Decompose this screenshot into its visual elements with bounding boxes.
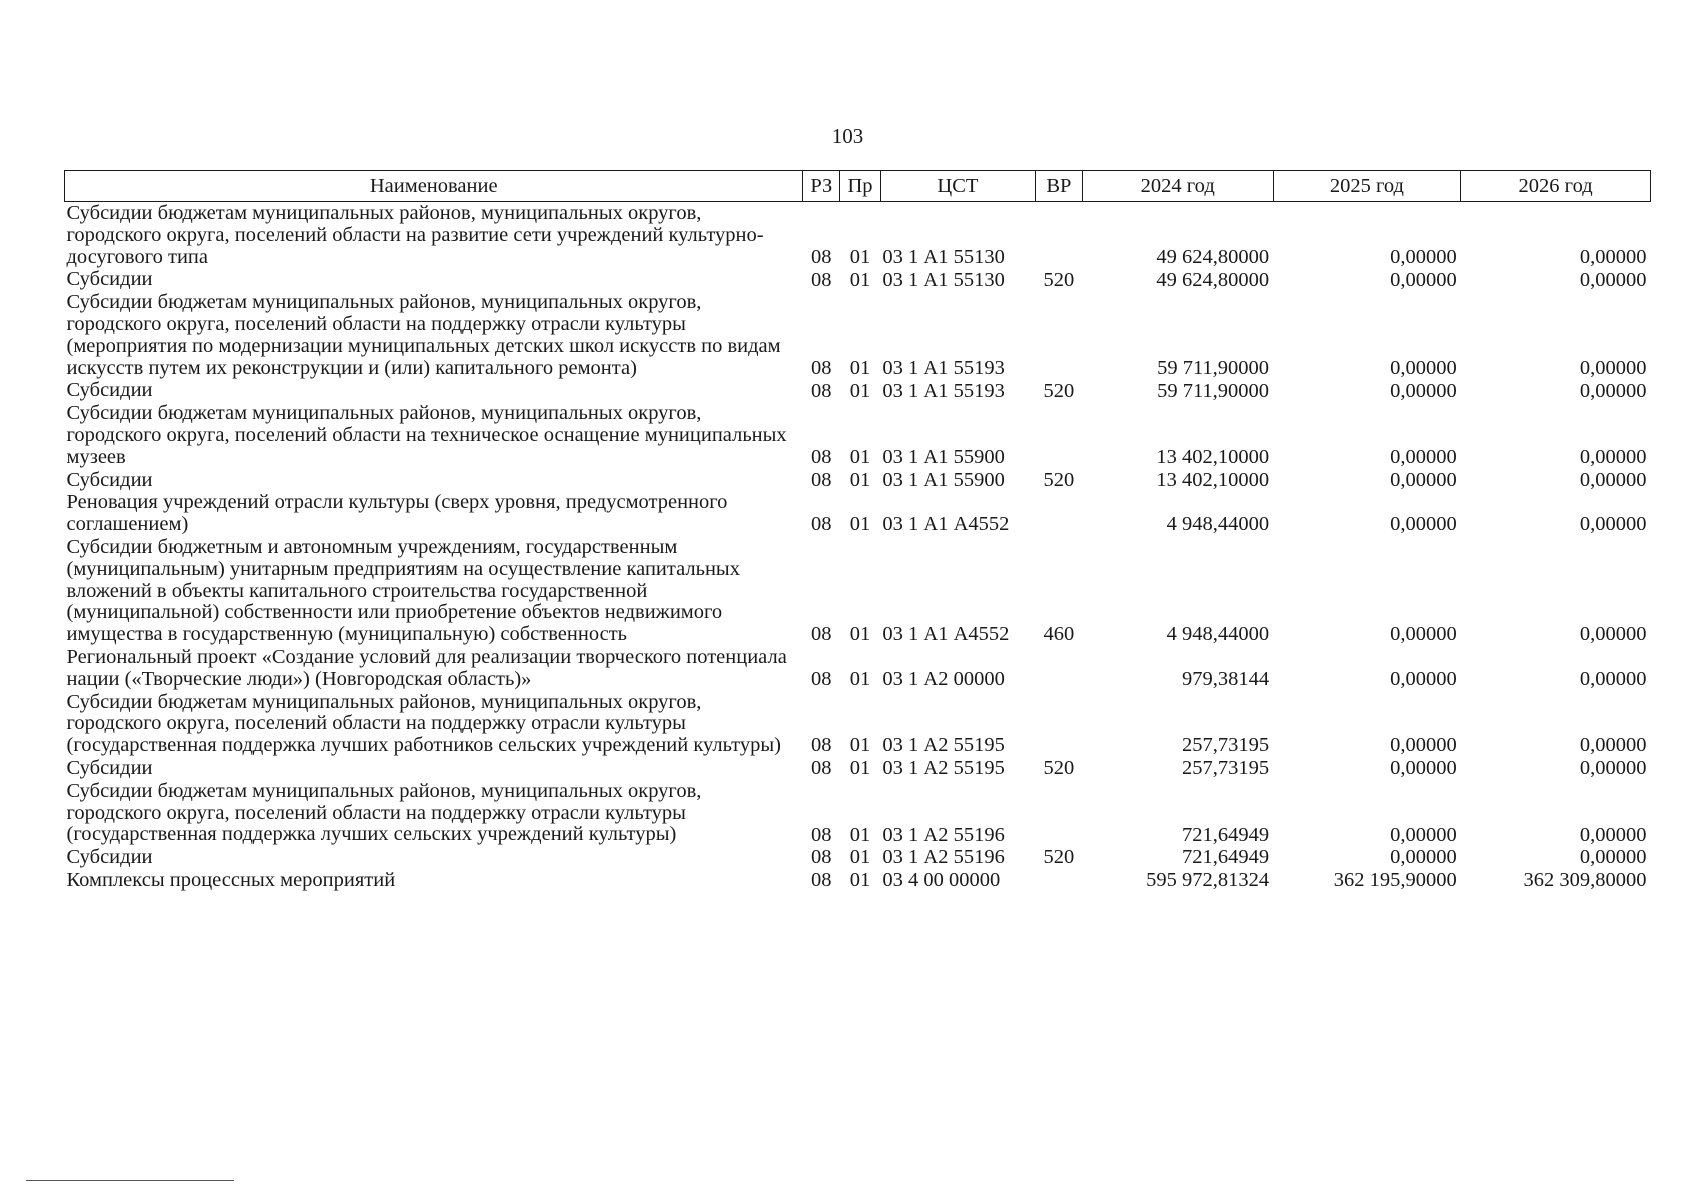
row-2025: 0,00000 <box>1390 446 1457 469</box>
header-pr: Пр <box>840 171 881 202</box>
row-cst: 03 1 А1 55900 <box>882 468 1005 491</box>
table-row <box>65 757 1651 780</box>
table-row <box>65 646 1651 691</box>
row-pr: 01 <box>849 668 871 691</box>
row-cst: 03 1 А2 55196 <box>882 823 1005 846</box>
row-rz: 08 <box>811 468 832 491</box>
row-pr: 01 <box>849 446 871 469</box>
row-2025: 362 195,90000 <box>1333 869 1457 892</box>
table-row <box>65 491 1651 536</box>
row-2025: 0,00000 <box>1390 513 1457 536</box>
header-2025: 2025 год <box>1273 171 1461 202</box>
row-name: Субсидии <box>66 379 153 402</box>
row-2025: 0,00000 <box>1390 245 1457 268</box>
row-vr <box>1035 869 1082 892</box>
row-name: Субсидии бюджетным и автономным учреждениям, государственным (муниципальным) унитарным предприятиям на осуществление капитальных вложений в объекты капитального строительства государственной (муниципальной) собственности или приобретение объектов недвижимого имущества в государственную (муниципальную) собственность <box>66 535 740 646</box>
row-name: Субсидии бюджетам муниципальных районов, муниципальных округов, городского округа, поселений области на поддержку отрасли культуры (мероприятия по модернизации муниципальных детских школ искусств по видам искусств путем их реконструкции и (или) капитального ремонта) <box>66 291 781 379</box>
row-pr: 01 <box>849 823 871 846</box>
row-name: Региональный проект «Создание условий для реализации творческого потенциала нации («Творческие люди») (Новгородская область)» <box>66 645 787 690</box>
row-vr: 520 <box>1043 846 1075 869</box>
row-2024: 49 624,80000 <box>1156 268 1270 291</box>
row-2026: 0,00000 <box>1579 356 1647 379</box>
row-pr: 01 <box>849 245 871 268</box>
row-rz: 08 <box>811 869 832 892</box>
row-pr: 01 <box>849 757 871 780</box>
row-name: Субсидии бюджетам муниципальных районов, муниципальных округов, городского округа, поселений области на поддержку отрасли культуры (государственная поддержка лучших сельских учреждений культуры) <box>66 779 702 846</box>
header-cst: ЦСТ <box>880 171 1035 202</box>
row-2024: 721,64949 <box>1181 846 1270 869</box>
row-cst: 03 1 А2 55195 <box>882 757 1005 780</box>
row-2026: 0,00000 <box>1579 846 1647 869</box>
table-row <box>65 691 1651 757</box>
row-vr <box>1035 291 1082 379</box>
row-cst: 03 1 А2 00000 <box>882 668 1005 691</box>
row-rz: 08 <box>811 356 832 379</box>
row-2025: 0,00000 <box>1390 846 1457 869</box>
row-vr: 520 <box>1043 268 1075 291</box>
row-pr: 01 <box>849 379 871 402</box>
row-name: Субсидии бюджетам муниципальных районов, муниципальных округов, городского округа, поселений области на развитие сети учреждений культурно-досугового типа <box>66 202 764 268</box>
row-2025: 0,00000 <box>1390 734 1457 757</box>
row-2025: 0,00000 <box>1390 356 1457 379</box>
row-2026: 0,00000 <box>1579 446 1647 469</box>
row-2024: 257,73195 <box>1181 734 1270 757</box>
row-pr: 01 <box>849 356 871 379</box>
row-pr: 01 <box>849 846 871 869</box>
row-rz: 08 <box>811 823 832 846</box>
row-vr: 520 <box>1043 757 1075 780</box>
row-cst: 03 1 А1 55900 <box>882 446 1005 469</box>
row-name: Субсидии <box>66 846 153 869</box>
row-2026: 0,00000 <box>1579 734 1647 757</box>
row-2024: 59 711,90000 <box>1157 379 1270 402</box>
table-row <box>65 202 1651 269</box>
table-row <box>65 536 1651 646</box>
table-header-row <box>65 171 1651 202</box>
row-vr <box>1035 646 1082 691</box>
table-row <box>65 780 1651 846</box>
header-name: Наименование <box>65 171 803 202</box>
row-pr: 01 <box>849 268 871 291</box>
row-2024: 49 624,80000 <box>1156 245 1270 268</box>
row-name: Субсидии <box>66 756 153 779</box>
row-2025: 0,00000 <box>1390 268 1457 291</box>
row-cst: 03 1 А1 А4552 <box>882 513 1010 536</box>
row-2024: 4 948,44000 <box>1166 623 1270 646</box>
header-2024: 2024 год <box>1082 171 1273 202</box>
row-2026: 0,00000 <box>1579 245 1647 268</box>
row-2025: 0,00000 <box>1390 623 1457 646</box>
row-name: Субсидии бюджетам муниципальных районов, муниципальных округов, городского округа, поселений области на техническое оснащение муниципальных музеев <box>66 402 787 468</box>
row-rz: 08 <box>811 734 832 757</box>
row-2025: 0,00000 <box>1390 668 1457 691</box>
row-2026: 0,00000 <box>1579 268 1647 291</box>
row-2026: 0,00000 <box>1579 513 1647 536</box>
row-2026: 0,00000 <box>1579 757 1647 780</box>
row-name: Субсидии <box>66 468 153 491</box>
row-2024: 595 972,81324 <box>1146 869 1270 892</box>
table-row <box>65 402 1651 468</box>
row-vr <box>1035 780 1082 846</box>
row-cst: 03 1 А1 55193 <box>882 356 1005 379</box>
row-vr <box>1035 202 1082 269</box>
row-2025: 0,00000 <box>1390 823 1457 846</box>
row-2024: 979,38144 <box>1181 668 1270 691</box>
row-2025: 0,00000 <box>1390 468 1457 491</box>
row-rz: 08 <box>811 268 832 291</box>
table-row <box>65 869 1651 892</box>
row-2026: 0,00000 <box>1579 468 1647 491</box>
header-2026: 2026 год <box>1461 171 1651 202</box>
row-vr <box>1035 402 1082 468</box>
budget-table <box>64 170 1651 892</box>
row-pr: 01 <box>849 869 871 892</box>
row-2024: 4 948,44000 <box>1166 513 1270 536</box>
row-cst: 03 1 А1 55193 <box>882 379 1005 402</box>
row-2026: 362 309,80000 <box>1523 869 1647 892</box>
page-number: 103 <box>831 124 864 148</box>
row-name: Субсидии <box>66 268 153 291</box>
footer-divider <box>26 1180 234 1181</box>
table-row <box>65 379 1651 402</box>
row-rz: 08 <box>811 757 832 780</box>
row-2026: 0,00000 <box>1579 379 1647 402</box>
header-rz: РЗ <box>803 171 840 202</box>
row-2026: 0,00000 <box>1579 823 1647 846</box>
row-rz: 08 <box>811 245 832 268</box>
row-vr: 520 <box>1043 468 1075 491</box>
row-vr: 520 <box>1043 379 1075 402</box>
row-pr: 01 <box>849 734 871 757</box>
row-rz: 08 <box>811 379 832 402</box>
row-pr: 01 <box>849 468 871 491</box>
row-rz: 08 <box>811 446 832 469</box>
row-cst: 03 1 А1 55130 <box>882 245 1005 268</box>
row-2025: 0,00000 <box>1390 379 1457 402</box>
row-cst: 03 1 А1 55130 <box>882 268 1005 291</box>
row-2024: 59 711,90000 <box>1157 356 1270 379</box>
table-row <box>65 268 1651 291</box>
row-rz: 08 <box>811 513 832 536</box>
row-2026: 0,00000 <box>1579 668 1647 691</box>
table-row <box>65 469 1651 492</box>
row-pr: 01 <box>849 513 871 536</box>
row-2025: 0,00000 <box>1390 757 1457 780</box>
row-name: Комплексы процессных мероприятий <box>66 868 396 891</box>
row-vr: 460 <box>1043 623 1075 646</box>
row-cst: 03 1 А1 А4552 <box>882 623 1010 646</box>
row-rz: 08 <box>811 846 832 869</box>
table-row <box>65 846 1651 869</box>
row-cst: 03 4 00 00000 <box>882 869 1001 892</box>
header-vr: ВР <box>1035 171 1082 202</box>
row-cst: 03 1 А2 55196 <box>882 846 1005 869</box>
row-2024: 257,73195 <box>1181 757 1270 780</box>
row-2024: 13 402,10000 <box>1156 446 1270 469</box>
row-2026: 0,00000 <box>1579 623 1647 646</box>
row-2024: 13 402,10000 <box>1156 468 1270 491</box>
row-2024: 721,64949 <box>1181 823 1270 846</box>
row-name: Субсидии бюджетам муниципальных районов, муниципальных округов, городского округа, поселений области на поддержку отрасли культуры (государственная поддержка лучших работников сельских учреждений культуры) <box>66 690 781 757</box>
table-row <box>65 291 1651 379</box>
row-pr: 01 <box>849 623 871 646</box>
row-vr <box>1035 491 1082 536</box>
row-rz: 08 <box>811 668 832 691</box>
row-name: Реновация учреждений отрасли культуры (сверх уровня, предусмотренного соглашением) <box>66 491 728 536</box>
row-vr <box>1035 691 1082 757</box>
row-cst: 03 1 А2 55195 <box>882 734 1005 757</box>
row-rz: 08 <box>811 623 832 646</box>
